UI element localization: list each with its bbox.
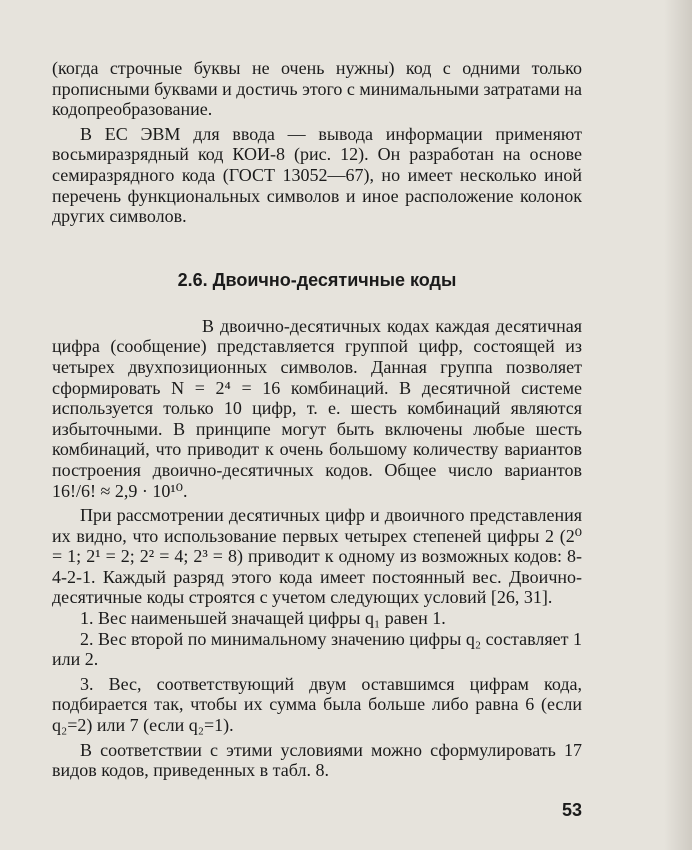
page-number: 53	[561, 800, 582, 820]
section-heading: 2.6. Двоично-десятичные коды	[177, 269, 457, 290]
list-item: 1. Вес наименьшей значащей цифры q₁ равен 1.	[80, 608, 446, 629]
paragraph: В ЕС ЭВМ для ввода — вывода информации применяют восьмиразрядный код КОИ-8 (рис. 12). Он разработан на основе семиразрядного кода (ГОСТ 13052—67), но имеет несколько иной перечень функциональных символов и иное расположение колонок других символов.	[52, 123, 582, 227]
list-item: 2. Вес второй по минимальному значению цифры q₂ составляет 1 или 2.	[52, 628, 582, 670]
page-edge-shadow	[664, 0, 692, 850]
paragraph: В соответствии с этими условиями можно сформулировать 17 видов кодов, приведенных в табл. 8.	[52, 739, 582, 781]
list-item: 3. Вес, соответствующий двум оставшимся цифрам кода, подбирается так, чтобы их сумма была больше либо равна 6 (если q₂=2) или 7 (если q₂=1).	[52, 673, 582, 736]
paragraph: В двоично-десятичных кодах каждая десятичная цифра (сообщение) представляется группой цифр, состоящей из четырех двухпозиционных символов. Данная группа позволяет сформировать N = 2⁴ = 16 комбинаций. В десятичной системе используется только 10 цифр, т. е. шесть комбинаций являются избыточными. В принципе могут быть включены любые шесть комбинаций, что приводит к очень большому количеству вариантов построения двоично-десятичных кодов. Общее число вариантов 16!/6! ≈ 2,9 · 10¹⁰.	[52, 315, 582, 501]
paragraph: (когда строчные буквы не очень нужны) код с одними только прописными буквами и достичь этого с минимальными затратами на кодопреобразование.	[52, 58, 583, 120]
text-column	[52, 58, 582, 781]
paragraph: При рассмотрении десятичных цифр и двоичного представления их видно, что использование первых четырех степеней цифры 2 (2⁰ = 1; 2¹ = 2; 2² = 4; 2³ = 8) приводит к одному из возможных кодов: 8-4-2-1. Каждый разряд этого кода имеет постоянный вес. Двоично-десятичные коды строятся с учетом следующих условий [26, 31].	[52, 505, 582, 608]
